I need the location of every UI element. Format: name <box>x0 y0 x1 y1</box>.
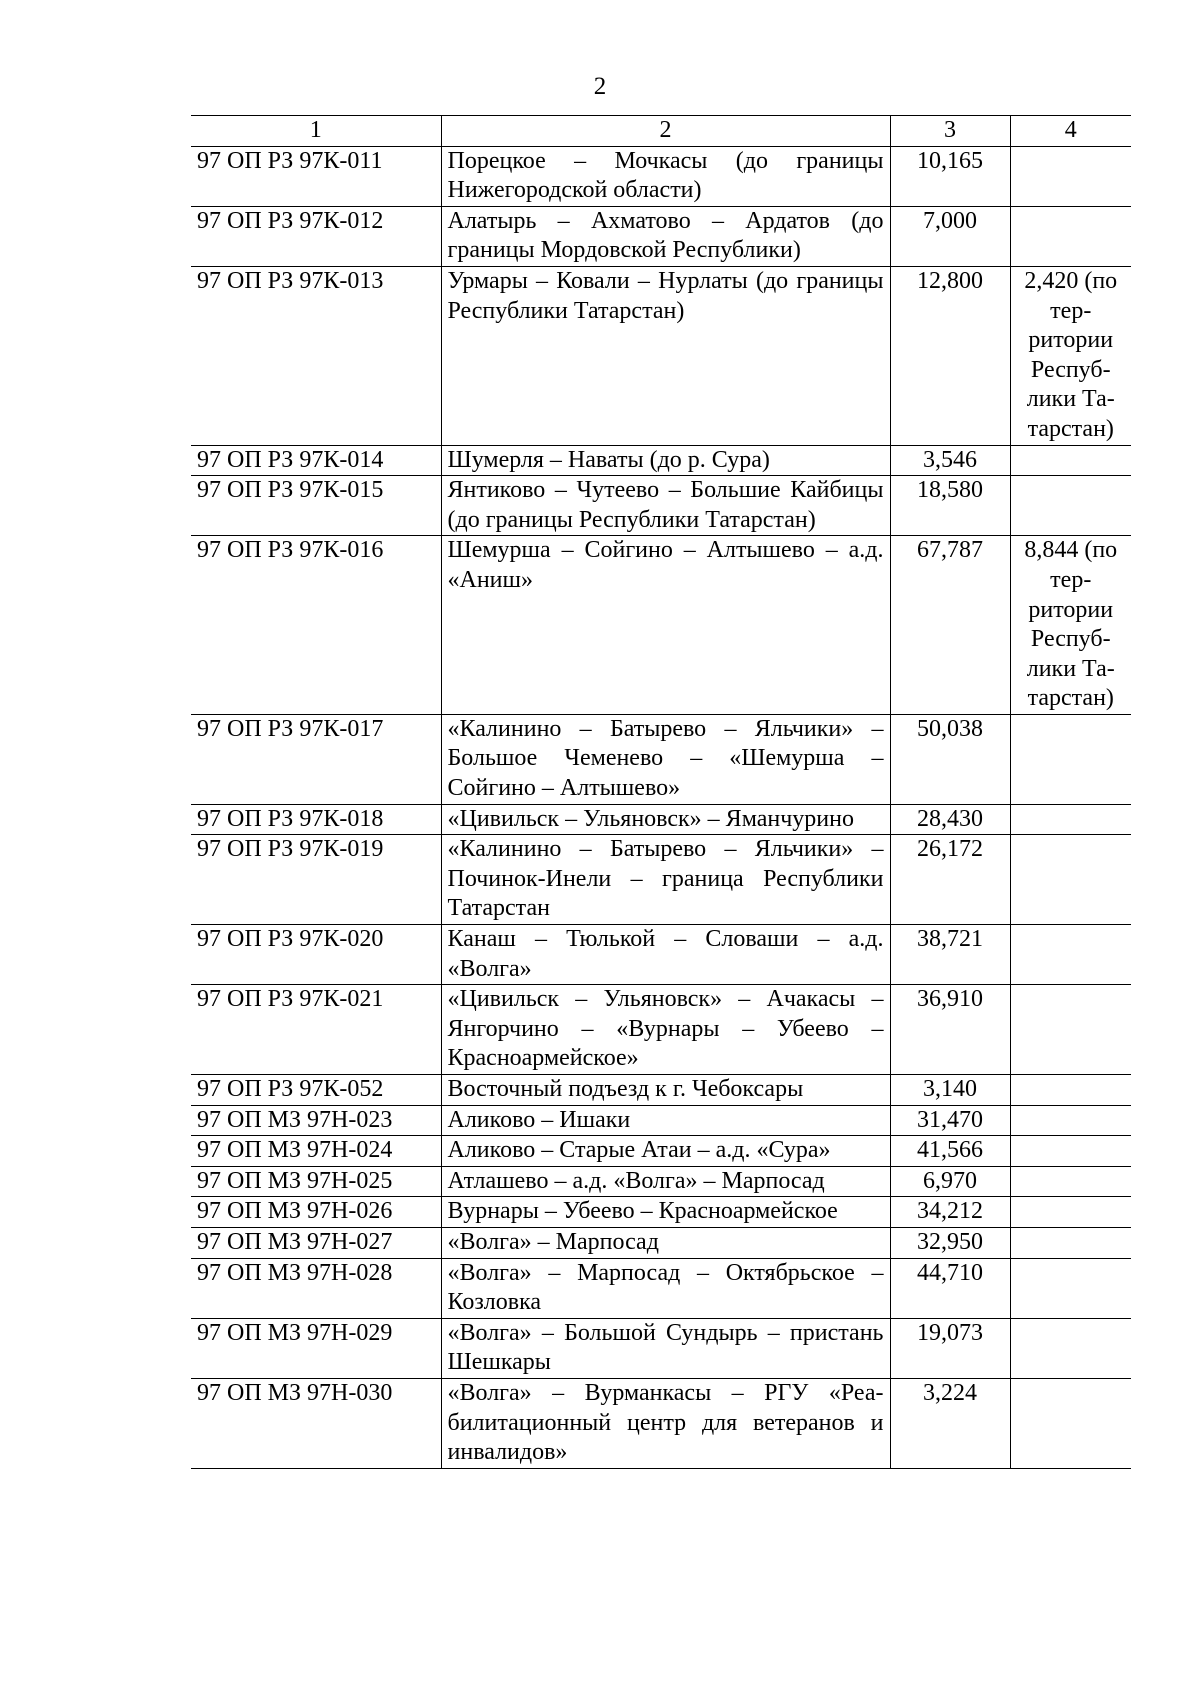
road-length-cell: 28,430 <box>890 804 1010 835</box>
road-code-cell: 97 ОП РЗ 97К-018 <box>191 804 441 835</box>
road-note-cell: 2,420 (по территории Республики Татарстан) <box>1010 266 1131 445</box>
table-row <box>191 1197 1131 1228</box>
road-note-cell <box>1010 1105 1131 1136</box>
road-length-cell: 18,580 <box>890 476 1010 536</box>
table-row <box>191 1136 1131 1167</box>
road-length-cell: 3,546 <box>890 445 1010 476</box>
road-length-cell: 44,710 <box>890 1258 1010 1318</box>
road-name-cell: Порецкое – Мочкасы (до границы Нижегородской области) <box>441 146 890 206</box>
road-length-cell: 3,140 <box>890 1075 1010 1106</box>
table-header <box>191 116 1131 147</box>
table-row <box>191 804 1131 835</box>
table-row <box>191 1166 1131 1197</box>
road-note-cell <box>1010 1166 1131 1197</box>
road-length-cell: 32,950 <box>890 1227 1010 1258</box>
table-row <box>191 1105 1131 1136</box>
road-code-cell: 97 ОП МЗ 97Н-030 <box>191 1378 441 1468</box>
road-name-cell: Янтиково – Чутеево – Большие Кайбицы (до границы Республики Татарстан) <box>441 476 890 536</box>
road-code-cell: 97 ОП РЗ 97К-052 <box>191 1075 441 1106</box>
road-code-cell: 97 ОП РЗ 97К-015 <box>191 476 441 536</box>
header-cell-3: 3 <box>890 116 1010 147</box>
road-name-cell: Аликово – Старые Атаи – а.д. «Сура» <box>441 1136 890 1167</box>
table-row <box>191 985 1131 1075</box>
road-length-cell: 7,000 <box>890 206 1010 266</box>
table-row <box>191 266 1131 445</box>
road-name-cell: «Волга» – Марпосад <box>441 1227 890 1258</box>
table-row <box>191 835 1131 925</box>
road-length-cell: 50,038 <box>890 714 1010 804</box>
road-note-cell <box>1010 925 1131 985</box>
table-row <box>191 536 1131 715</box>
road-code-cell: 97 ОП МЗ 97Н-023 <box>191 1105 441 1136</box>
road-note-cell <box>1010 1197 1131 1228</box>
road-name-cell: Урмары – Ковали – Нурлаты (до границы Республики Татарстан) <box>441 266 890 445</box>
table-row <box>191 445 1131 476</box>
table-row <box>191 206 1131 266</box>
road-code-cell: 97 ОП РЗ 97К-012 <box>191 206 441 266</box>
road-code-cell: 97 ОП МЗ 97Н-026 <box>191 1197 441 1228</box>
road-name-cell: Атлашево – а.д. «Волга» – Марпосад <box>441 1166 890 1197</box>
road-length-cell: 34,212 <box>890 1197 1010 1228</box>
road-name-cell: Алатырь – Ахматово – Ардатов (до границы Мордовской Республики) <box>441 206 890 266</box>
road-code-cell: 97 ОП РЗ 97К-011 <box>191 146 441 206</box>
road-length-cell: 19,073 <box>890 1318 1010 1378</box>
road-name-cell: Вурнары – Убеево – Красноармейское <box>441 1197 890 1228</box>
header-row <box>191 116 1131 147</box>
road-code-cell: 97 ОП РЗ 97К-019 <box>191 835 441 925</box>
road-length-cell: 31,470 <box>890 1105 1010 1136</box>
road-note-cell <box>1010 835 1131 925</box>
road-name-cell: Восточный подъезд к г. Чебоксары <box>441 1075 890 1106</box>
road-name-cell: «Цивильск – Ульяновск» – Ачакасы – Янгорчино – «Вурнары – Убеево – Красноармейское» <box>441 985 890 1075</box>
header-cell-2: 2 <box>441 116 890 147</box>
road-note-cell <box>1010 1318 1131 1378</box>
road-length-cell: 26,172 <box>890 835 1010 925</box>
road-length-cell: 10,165 <box>890 146 1010 206</box>
road-code-cell: 97 ОП МЗ 97Н-028 <box>191 1258 441 1318</box>
table-row <box>191 1318 1131 1378</box>
road-name-cell: «Калинино – Батырево – Яльчики» – Большое Чеменево – «Шемурша – Сойгино – Алтышево» <box>441 714 890 804</box>
road-note-cell <box>1010 804 1131 835</box>
road-name-cell: Шемурша – Сойгино – Алтышево – а.д. «Аниш» <box>441 536 890 715</box>
road-code-cell: 97 ОП МЗ 97Н-027 <box>191 1227 441 1258</box>
road-name-cell: «Волга» – Марпосад – Октябрьское – Козловка <box>441 1258 890 1318</box>
road-name-cell: «Волга» – Вурманкасы – РГУ «Реабилитационный центр для ветеранов и инвалидов» <box>441 1378 890 1468</box>
road-note-cell <box>1010 1075 1131 1106</box>
road-length-cell: 38,721 <box>890 925 1010 985</box>
road-name-cell: Канаш – Тюлькой – Словаши – а.д. «Волга» <box>441 925 890 985</box>
road-length-cell: 36,910 <box>890 985 1010 1075</box>
road-name-cell: Шумерля – Наваты (до р. Сура) <box>441 445 890 476</box>
road-note-cell <box>1010 445 1131 476</box>
table-row <box>191 146 1131 206</box>
header-cell-4: 4 <box>1010 116 1131 147</box>
table-row <box>191 1075 1131 1106</box>
road-code-cell: 97 ОП РЗ 97К-020 <box>191 925 441 985</box>
road-code-cell: 97 ОП МЗ 97Н-025 <box>191 1166 441 1197</box>
table-body <box>191 146 1131 1468</box>
road-code-cell: 97 ОП РЗ 97К-014 <box>191 445 441 476</box>
road-length-cell: 3,224 <box>890 1378 1010 1468</box>
road-note-cell <box>1010 476 1131 536</box>
road-note-cell: 8,844 (по территории Республики Татарстан) <box>1010 536 1131 715</box>
road-code-cell: 97 ОП РЗ 97К-017 <box>191 714 441 804</box>
header-cell-1: 1 <box>191 116 441 147</box>
road-code-cell: 97 ОП МЗ 97Н-029 <box>191 1318 441 1378</box>
road-note-cell <box>1010 1258 1131 1318</box>
table-row <box>191 476 1131 536</box>
road-length-cell: 41,566 <box>890 1136 1010 1167</box>
page-number: 2 <box>593 73 607 100</box>
road-length-cell: 12,800 <box>890 266 1010 445</box>
road-name-cell: «Волга» – Большой Сундырь – пристань Шешкары <box>441 1318 890 1378</box>
table-row <box>191 1378 1131 1468</box>
road-code-cell: 97 ОП РЗ 97К-021 <box>191 985 441 1075</box>
roads-table <box>191 115 1131 1469</box>
table-row <box>191 925 1131 985</box>
road-note-cell <box>1010 1378 1131 1468</box>
table-row <box>191 1258 1131 1318</box>
road-note-cell <box>1010 206 1131 266</box>
road-note-cell <box>1010 985 1131 1075</box>
road-note-cell <box>1010 146 1131 206</box>
table-row <box>191 1227 1131 1258</box>
table-row <box>191 714 1131 804</box>
road-name-cell: «Цивильск – Ульяновск» – Яманчурино <box>441 804 890 835</box>
road-length-cell: 6,970 <box>890 1166 1010 1197</box>
road-code-cell: 97 ОП РЗ 97К-013 <box>191 266 441 445</box>
road-name-cell: Аликово – Ишаки <box>441 1105 890 1136</box>
road-note-cell <box>1010 714 1131 804</box>
road-code-cell: 97 ОП МЗ 97Н-024 <box>191 1136 441 1167</box>
road-note-cell <box>1010 1136 1131 1167</box>
road-name-cell: «Калинино – Батырево – Яльчики» – Починок-Инели – граница Республики Татарстан <box>441 835 890 925</box>
road-code-cell: 97 ОП РЗ 97К-016 <box>191 536 441 715</box>
road-note-cell <box>1010 1227 1131 1258</box>
road-length-cell: 67,787 <box>890 536 1010 715</box>
